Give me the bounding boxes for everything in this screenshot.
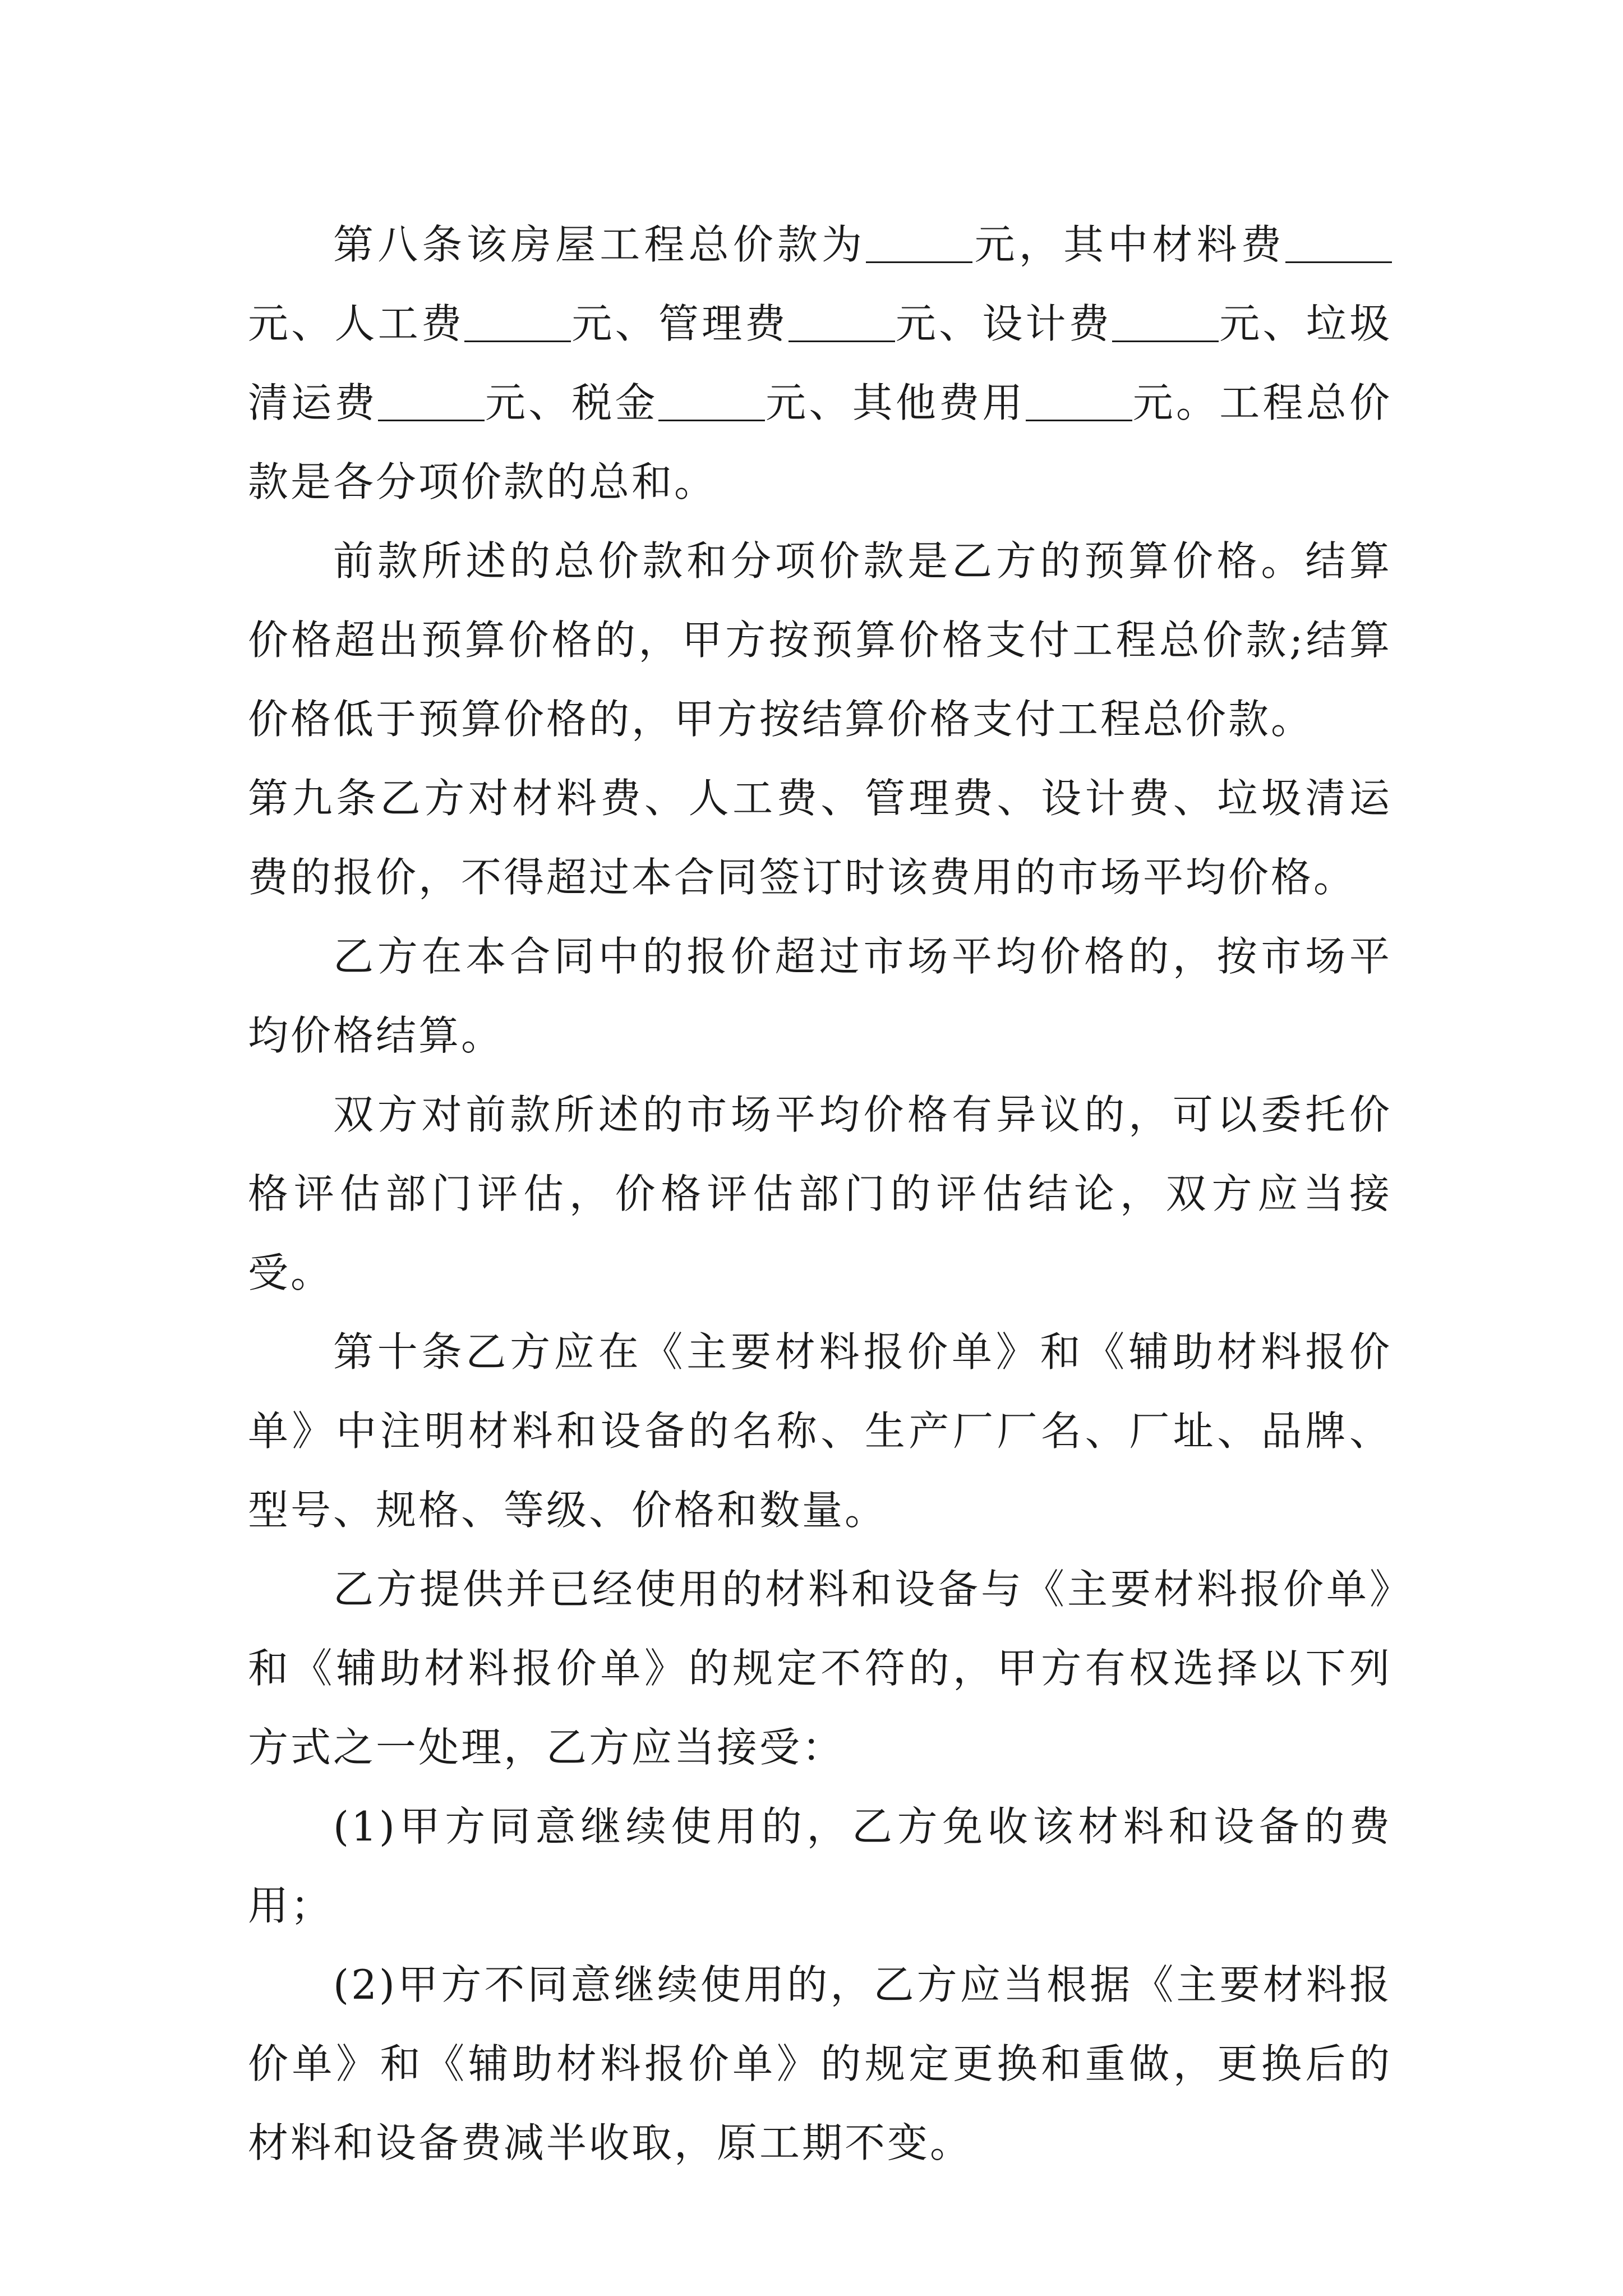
article-9-paragraph: 第九条乙方对材料费、人工费、管理费、设计费、垃圾清运费的报价，不得超过本合同签订时该费用的市场平均价格。 — [248, 775, 1392, 901]
blank-other-fee — [1026, 379, 1132, 421]
article-8-paragraph — [248, 205, 1392, 522]
text-segment: 元、人工费 — [248, 300, 465, 347]
text-segment: 元，其中材料费 — [972, 221, 1285, 268]
budget-price-paragraph: 前款所述的总价款和分项价款是乙方的预算价格。结算价格超出预算价格的，甲方按预算价格支付工程总价款;结算价格低于预算价格的，甲方按结算价格支付工程总价款。 — [248, 537, 1392, 743]
blank-tax — [658, 379, 765, 421]
text-segment: 元、其他费用 — [764, 379, 1026, 426]
over-market-price-paragraph: 乙方在本合同中的报价超过市场平均价格的，按市场平均价格结算。 — [248, 933, 1392, 1059]
option-1-paragraph: (1)甲方同意继续使用的，乙方免收该材料和设备的费用； — [248, 1803, 1392, 1929]
article-10-paragraph: 第十条乙方应在《主要材料报价单》和《辅助材料报价单》中注明材料和设备的名称、生产厂厂名、厂址、品牌、型号、规格、等级、价格和数量。 — [248, 1328, 1392, 1534]
blank-design-fee — [1112, 300, 1219, 342]
text-segment: 元、设计费 — [895, 300, 1113, 347]
blank-waste-removal-fee — [378, 379, 485, 421]
text-segment: 第八条该房屋工程总价款为 — [333, 221, 866, 268]
price-dispute-paragraph: 双方对前款所述的市场平均价格有异议的，可以委托价格评估部门评估，价格评估部门的评估结论，双方应当接受。 — [248, 1091, 1392, 1296]
text-segment: 元。工程总价款是各分项价款的总和。 — [248, 379, 1392, 505]
blank-labor-fee — [464, 300, 571, 342]
text-segment: 元、垃圾清运费 — [248, 300, 1392, 426]
nonconforming-materials-paragraph: 乙方提供并已经使用的材料和设备与《主要材料报价单》和《辅助材料报价单》的规定不符的，甲方有权选择以下列方式之一处理，乙方应当接受： — [248, 1566, 1392, 1771]
text-segment: 元、管理费 — [571, 300, 789, 347]
blank-management-fee — [789, 300, 895, 342]
option-2-paragraph: (2)甲方不同意继续使用的，乙方应当根据《主要材料报价单》和《辅助材料报价单》的规定更换和重做，更换后的材料和设备费减半收取，原工期不变。 — [248, 1961, 1392, 2166]
document-body — [248, 205, 1392, 2183]
blank-total-price — [866, 221, 972, 263]
text-segment: 元、税金 — [484, 379, 658, 426]
blank-material-fee — [1285, 221, 1392, 263]
